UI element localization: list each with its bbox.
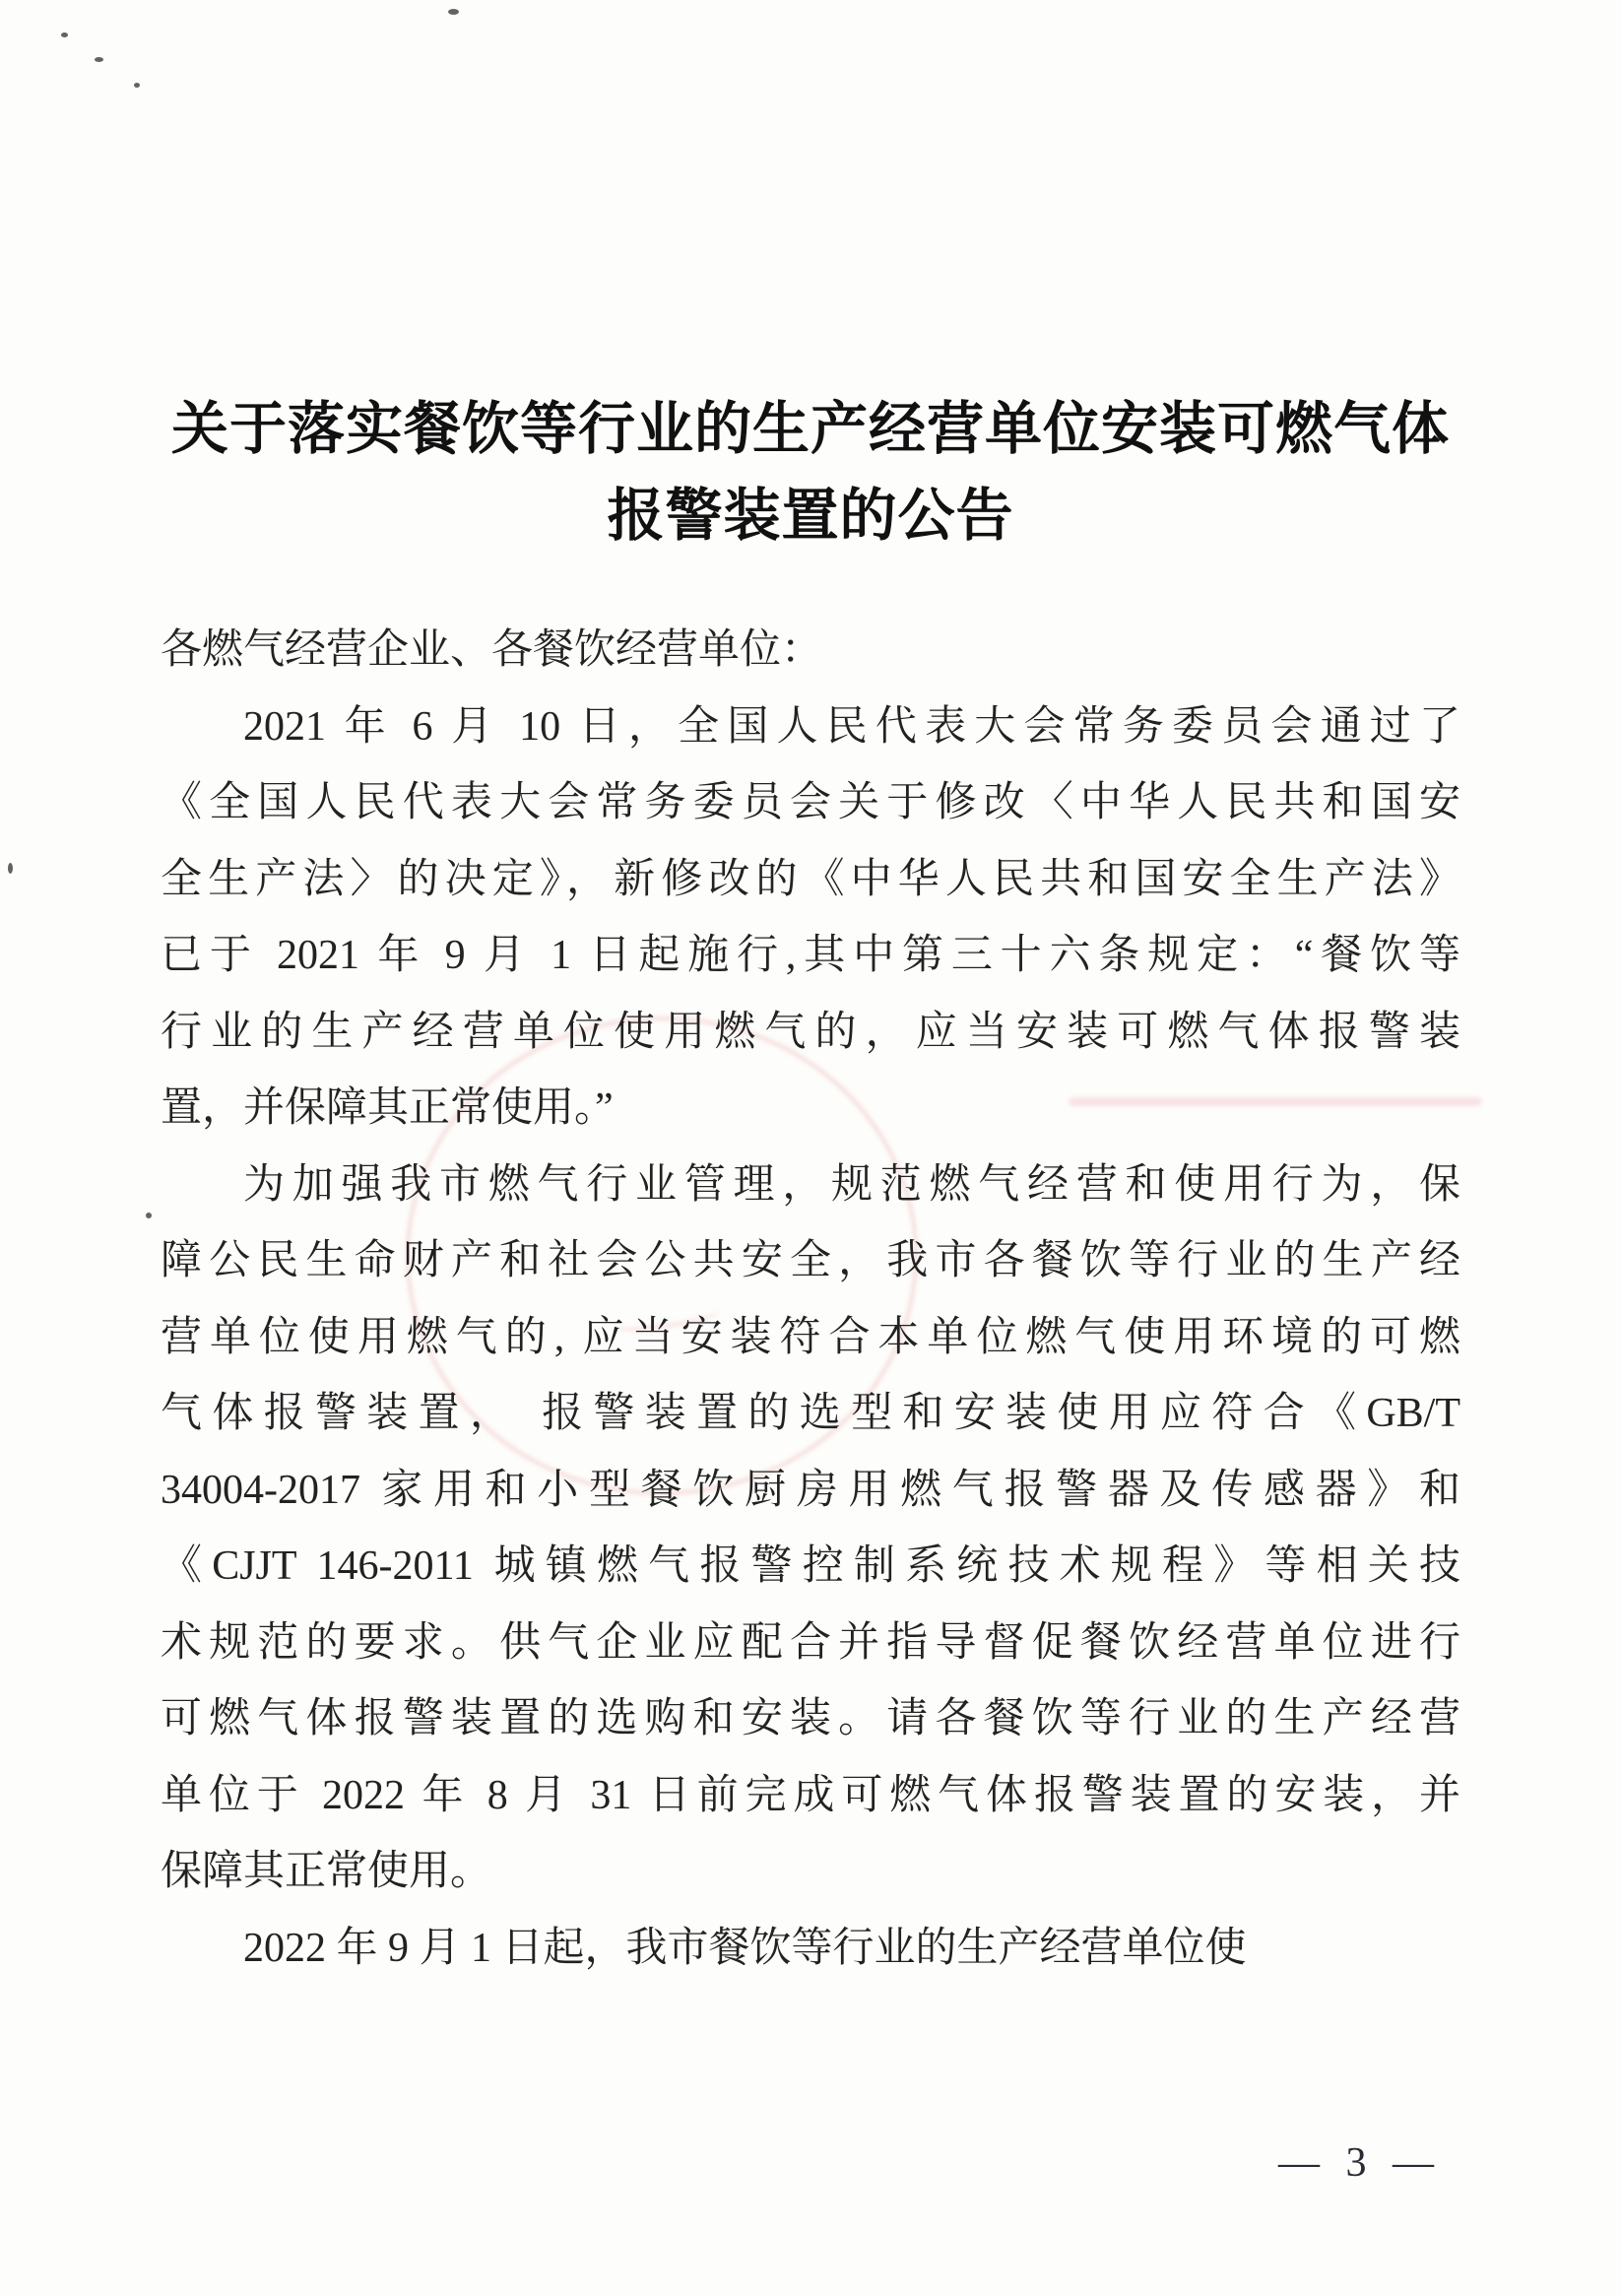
- body-line: 术规范的要求。供气企业应配合并指导督促餐饮经营单位进行: [161, 1619, 1460, 1666]
- body-line: 2021 年 6 月 10 日，全国人民代表大会常务委员会通过了: [243, 703, 1460, 750]
- document-body: [161, 613, 1460, 1987]
- body-line: 行业的生产经营单位使用燃气的，应当安装可燃气体报警装: [161, 1009, 1460, 1055]
- document-title: [153, 386, 1468, 559]
- salutation-line: 各燃气经营企业、各餐饮经营单位：: [161, 627, 823, 673]
- body-line: 《CJJT 146-2011 城镇燃气报警控制系统技术规程》等相关技: [161, 1543, 1460, 1589]
- title-line-2: 报警装置的公告: [607, 484, 1014, 548]
- scan-speck: [448, 9, 459, 15]
- body-line: 全生产法〉的决定》，新修改的《中华人民共和国安全生产法》: [161, 856, 1460, 902]
- body-line: 已于 2021 年 9 月 1 日起施行,其中第三十六条规定：“餐饮等: [161, 933, 1460, 978]
- body-line: 单位于 2022 年 8 月 31 日前完成可燃气体报警装置的安装，并: [161, 1772, 1460, 1818]
- body-line: 34004-2017 家用和小型餐饮厨房用燃气报警器及传感器》和: [161, 1467, 1460, 1513]
- body-line: 保障其正常使用。: [161, 1849, 492, 1894]
- body-line: 可燃气体报警装置的选购和安装。请各餐饮等行业的生产经营: [161, 1696, 1460, 1741]
- scan-speck: [95, 57, 103, 62]
- body-line: 置，并保障其正常使用。”: [161, 1085, 614, 1131]
- body-line: 《全国人民代表大会常务委员会关于修改〈中华人民共和国安: [161, 780, 1460, 825]
- body-line: 2022 年 9 月 1 日起，我市餐饮等行业的生产经营单位使: [243, 1925, 1247, 1971]
- body-line: 为加强我市燃气行业管理，规范燃气经营和使用行为，保: [243, 1161, 1460, 1208]
- scan-speck: [61, 33, 68, 37]
- title-line-1: 关于落实餐饮等行业的生产经营单位安装可燃气体: [170, 397, 1450, 461]
- scan-speck: [8, 863, 13, 874]
- page-number: — 3 —: [1278, 2140, 1442, 2186]
- body-line: 营单位使用燃气的, 应当安装符合本单位燃气使用环境的可燃: [161, 1314, 1460, 1360]
- body-line: 气体报警装置， 报警装置的选型和安装使用应符合《GB/T: [161, 1391, 1460, 1436]
- body-line: 障公民生命财产和社会公共安全，我市各餐饮等行业的生产经: [161, 1238, 1460, 1283]
- scan-speck: [134, 83, 140, 88]
- scan-speck: [146, 1213, 152, 1218]
